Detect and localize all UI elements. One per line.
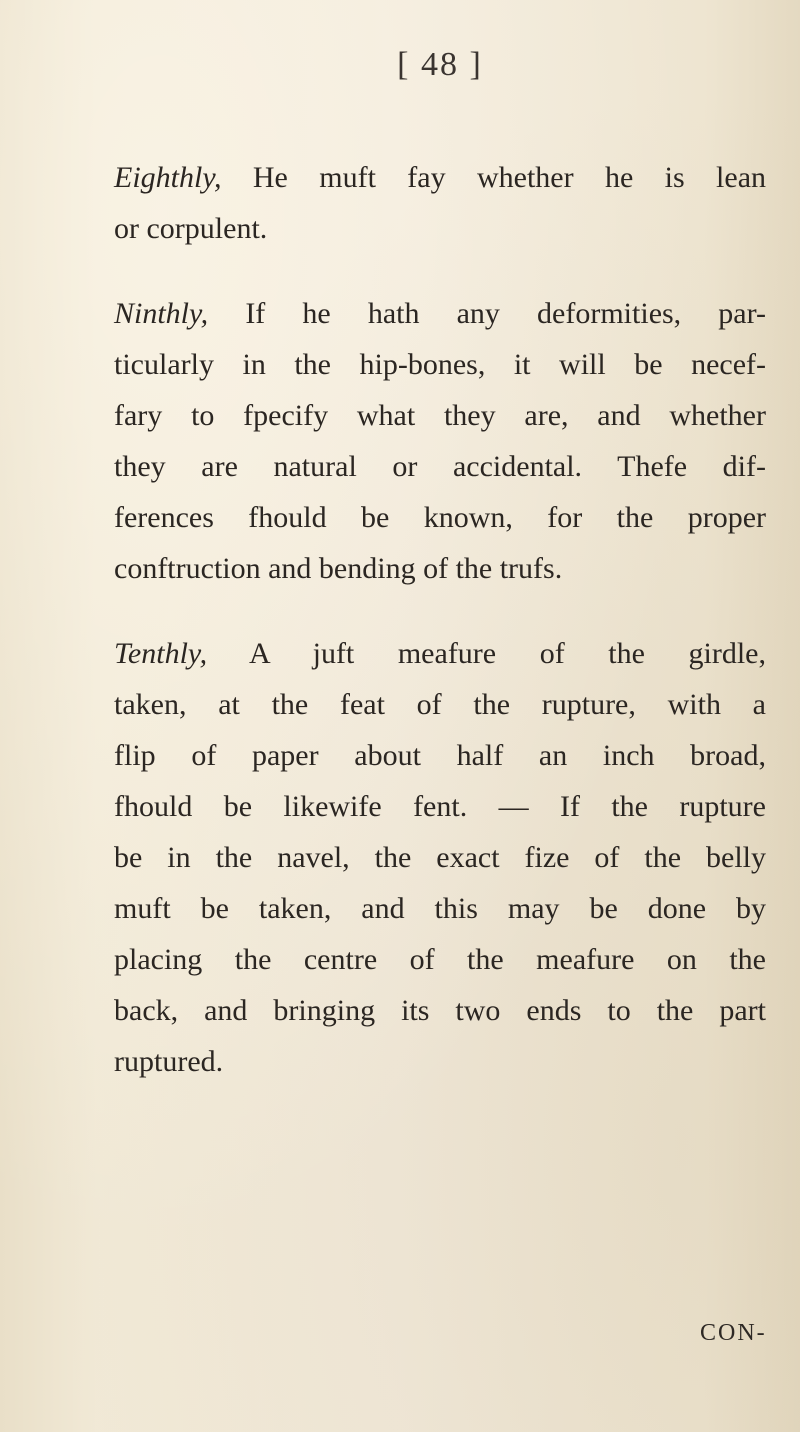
text-line-content: If he hath any deformities, par- (245, 297, 766, 330)
text-line: be in the navel, the exact fize of the belly (114, 841, 766, 874)
text-line: or corpulent. (114, 212, 268, 245)
page-number: [ 48 ] (397, 46, 483, 83)
text-line: ruptured. (114, 1045, 224, 1078)
text-line: taken, at the feat of the rupture, with a (114, 688, 766, 721)
text-line-content: He muft fay whether he is lean (252, 161, 767, 194)
catchword: CON- (700, 1320, 767, 1346)
paragraph-lead: Eighthly, (114, 161, 222, 194)
text-line: placing the centre of the meafure on the (114, 943, 766, 976)
paragraph-tenthly (114, 628, 766, 1087)
text-line (114, 288, 766, 339)
text-line: flip of paper about half an inch broad, (114, 739, 766, 772)
text-line (114, 628, 766, 679)
paragraph-eighthly (114, 152, 766, 254)
text-line: back, and bringing its two ends to the part (114, 994, 766, 1027)
paragraph-lead: Tenthly, (114, 637, 208, 670)
text-line: ferences fhould be known, for the proper (114, 501, 766, 534)
text-line: muft be taken, and this may be done by (114, 892, 766, 925)
text-line: they are natural or accidental. Thefe dif- (114, 450, 766, 483)
text-line (114, 152, 766, 203)
text-line: conftruction and bending of the trufs. (114, 552, 563, 585)
text-line: fary to fpecify what they are, and whether (114, 399, 766, 432)
text-line-content: A juft meafure of the girdle, (249, 637, 766, 670)
text-line: fhould be likewife fent. — If the rupture (114, 790, 766, 823)
body-text (114, 152, 766, 1087)
paragraph-lead: Ninthly, (114, 297, 209, 330)
paragraph-ninthly (114, 288, 766, 594)
text-line: ticularly in the hip-bones, it will be necef- (114, 348, 766, 381)
